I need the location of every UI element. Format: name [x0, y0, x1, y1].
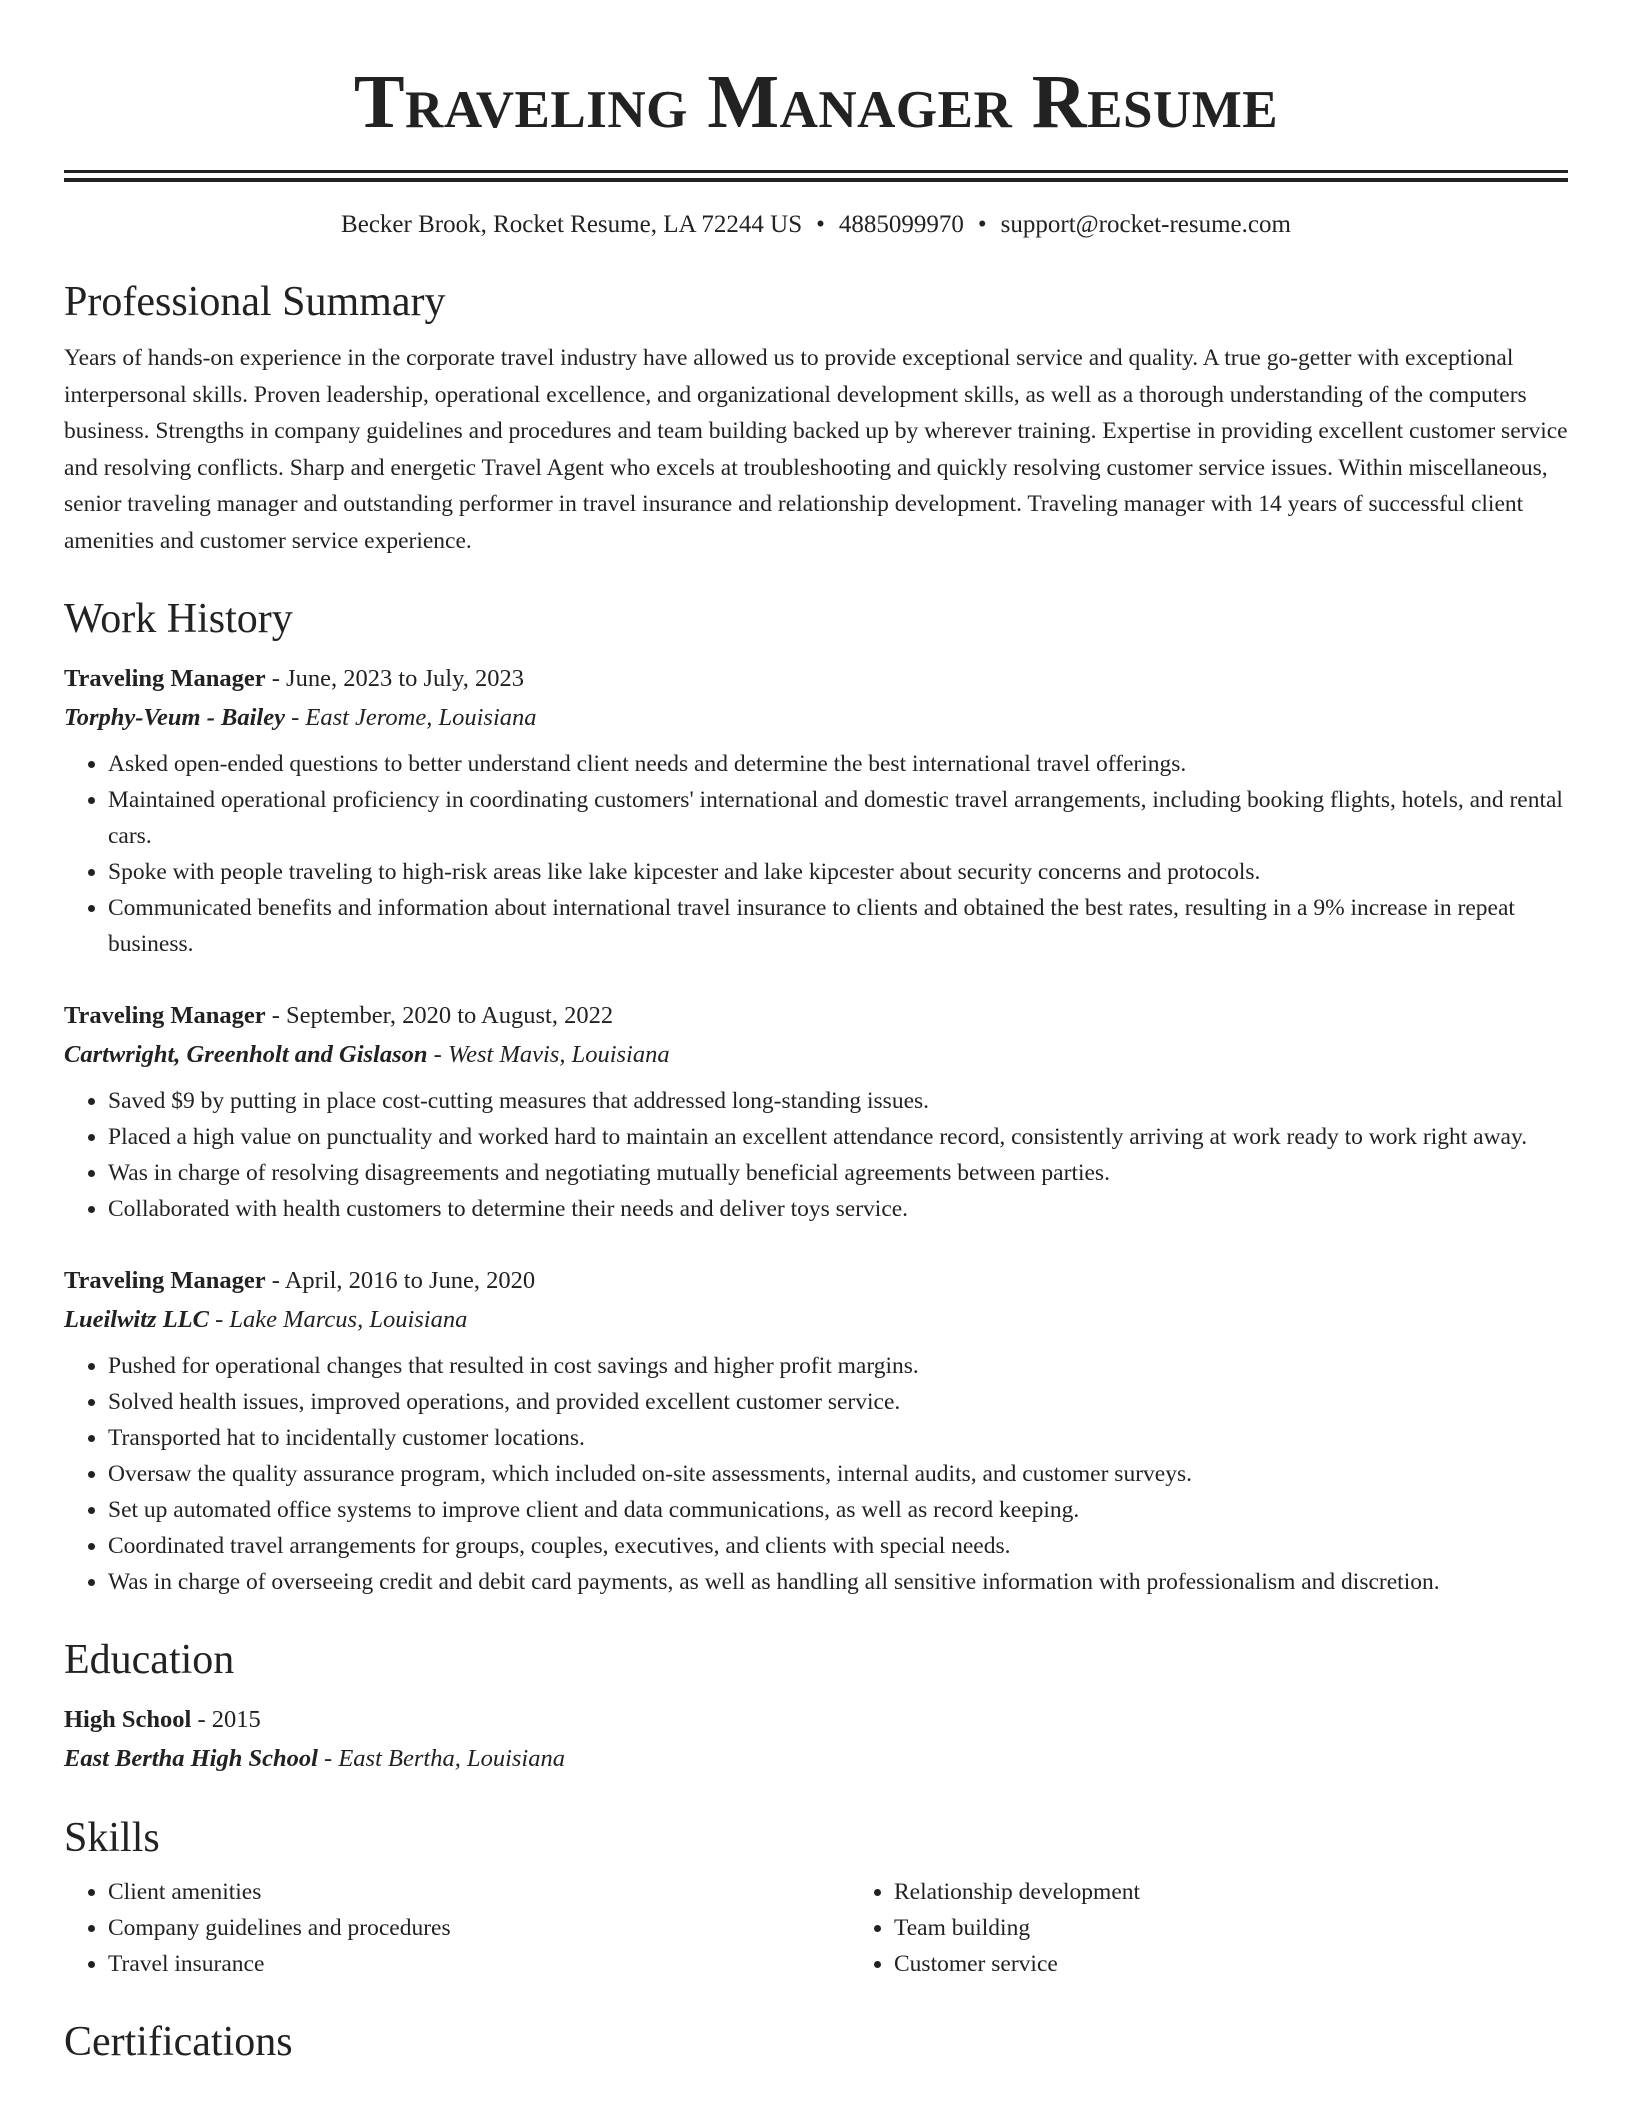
- job-role: Traveling Manager: [64, 1002, 266, 1029]
- skill-item: • Travel insurance: [108, 1946, 850, 1982]
- skills-heading: Skills: [64, 1815, 160, 1861]
- job-entry: [64, 659, 1568, 962]
- job-bullet: • Solved health issues, improved operations, and provided excellent customer service.: [108, 1384, 1568, 1420]
- skills-columns: [64, 1874, 1568, 1982]
- contact-email: support@rocket-resume.com: [1000, 211, 1291, 238]
- job-bullets: [64, 1348, 1568, 1600]
- job-dates: - June, 2023 to July, 2023: [265, 665, 525, 692]
- title-divider: [64, 170, 1568, 182]
- skill-item: • Team building: [894, 1910, 1140, 1946]
- job-company: Torphy-Veum - Bailey: [64, 704, 285, 731]
- job-bullets: [64, 746, 1568, 962]
- job-bullet: • Spoke with people traveling to high-risk areas like lake kipcester and lake kipcester about security concerns and protocols.: [108, 854, 1568, 890]
- job-role: Traveling Manager: [64, 665, 266, 692]
- summary-text: Years of hands-on experience in the corporate travel industry have allowed us to provide exceptional service and quality. A true go-getter with exceptional interpersonal skills. Proven leadership, operational excellence, and organizational development skills, as well as a thorough understanding of the computers business. Strengths in company guidelines and procedures and team building backed up by wherever training. Expertise in providing excellent customer service and resolving conflicts. Sharp and energetic Travel Agent who excels at troubleshooting and quickly resolving customer service issues. Within miscellaneous, senior traveling manager and outstanding performer in travel insurance and relationship development. Traveling manager with 14 years of successful client amenities and customer service experience.: [64, 345, 1568, 554]
- resume-title: Traveling Manager Resume: [353, 60, 1279, 144]
- job-title-line: [64, 996, 1568, 1035]
- contact-line: [64, 208, 1568, 242]
- skill-item: • Client amenities: [108, 1874, 850, 1910]
- work-history-heading: Work History: [64, 596, 293, 642]
- education-heading: Education: [64, 1637, 235, 1683]
- job-bullet: • Communicated benefits and information about international travel insurance to clients and obtained the best rates, resulting in a 9% increase in repeat business.: [108, 890, 1568, 962]
- job-entry: [64, 996, 1568, 1227]
- job-dates: - April, 2016 to June, 2020: [265, 1267, 536, 1294]
- job-bullet: • Coordinated travel arrangements for groups, couples, executives, and clients with special needs.: [108, 1528, 1568, 1564]
- job-company: Lueilwitz LLC: [64, 1306, 209, 1333]
- job-bullet: • Was in charge of overseeing credit and debit card payments, as well as handling all sensitive information with professionalism and discretion.: [108, 1564, 1568, 1600]
- contact-phone: 4885099970: [838, 211, 964, 238]
- job-bullet: • Maintained operational proficiency in coordinating customers' international and domestic travel arrangements, including booking flights, hotels, and rental cars.: [108, 782, 1568, 854]
- skill-item: • Customer service: [894, 1946, 1140, 1982]
- education-school-line: [64, 1739, 1568, 1778]
- job-role: Traveling Manager: [64, 1267, 266, 1294]
- job-company: Cartwright, Greenholt and Gislason: [64, 1041, 428, 1068]
- job-bullet: • Asked open-ended questions to better understand client needs and determine the best international travel offerings.: [108, 746, 1568, 782]
- skills-section: [64, 1812, 1568, 1982]
- skills-list-right: [850, 1874, 1140, 1982]
- skills-list-left: [64, 1874, 850, 1982]
- skill-item: • Relationship development: [894, 1874, 1140, 1910]
- education-degree-line: [64, 1700, 1568, 1739]
- job-bullet: • Placed a high value on punctuality and worked hard to maintain an excellent attendance record, consistently arriving at work ready to work right away.: [108, 1119, 1568, 1155]
- job-company-line: [64, 698, 1568, 737]
- summary-section: [64, 276, 1568, 559]
- job-entry: [64, 1261, 1568, 1600]
- job-bullet: • Pushed for operational changes that resulted in cost savings and higher profit margins.: [108, 1348, 1568, 1384]
- job-bullet: • Oversaw the quality assurance program, which included on-site assessments, internal audits, and customer surveys.: [108, 1456, 1568, 1492]
- job-bullet: • Collaborated with health customers to determine their needs and deliver toys service.: [108, 1191, 1568, 1227]
- job-location: - East Jerome, Louisiana: [284, 704, 537, 731]
- job-location: - West Mavis, Louisiana: [427, 1041, 670, 1068]
- job-bullet: • Was in charge of resolving disagreements and negotiating mutually beneficial agreements between parties.: [108, 1155, 1568, 1191]
- skill-item: • Company guidelines and procedures: [108, 1910, 850, 1946]
- job-location: - Lake Marcus, Louisiana: [208, 1306, 468, 1333]
- job-bullets: [64, 1083, 1568, 1227]
- job-title-line: [64, 659, 1568, 698]
- job-dates: - September, 2020 to August, 2022: [265, 1002, 614, 1029]
- education-degree: High School: [64, 1706, 192, 1733]
- contact-separator: •: [816, 211, 825, 238]
- job-bullet: • Saved $9 by putting in place cost-cutting measures that addressed long-standing issues.: [108, 1083, 1568, 1119]
- education-school: East Bertha High School: [64, 1745, 318, 1772]
- summary-heading: Professional Summary: [64, 279, 446, 325]
- education-entry: [64, 1700, 1568, 1778]
- work-history-section: [64, 593, 1568, 1600]
- job-bullet: • Set up automated office systems to improve client and data communications, as well as record keeping.: [108, 1492, 1568, 1528]
- job-bullet: • Transported hat to incidentally customer locations.: [108, 1420, 1568, 1456]
- job-title-line: [64, 1261, 1568, 1300]
- job-company-line: [64, 1035, 1568, 1074]
- education-location: - East Bertha, Louisiana: [317, 1745, 565, 1772]
- contact-separator: •: [977, 211, 987, 238]
- certifications-section: [64, 2016, 1568, 2068]
- contact-address: Becker Brook, Rocket Resume, LA 72244 US: [341, 211, 803, 238]
- job-company-line: [64, 1300, 1568, 1339]
- education-section: [64, 1634, 1568, 1778]
- education-year: - 2015: [191, 1706, 261, 1733]
- certifications-heading: Certifications: [64, 2019, 293, 2065]
